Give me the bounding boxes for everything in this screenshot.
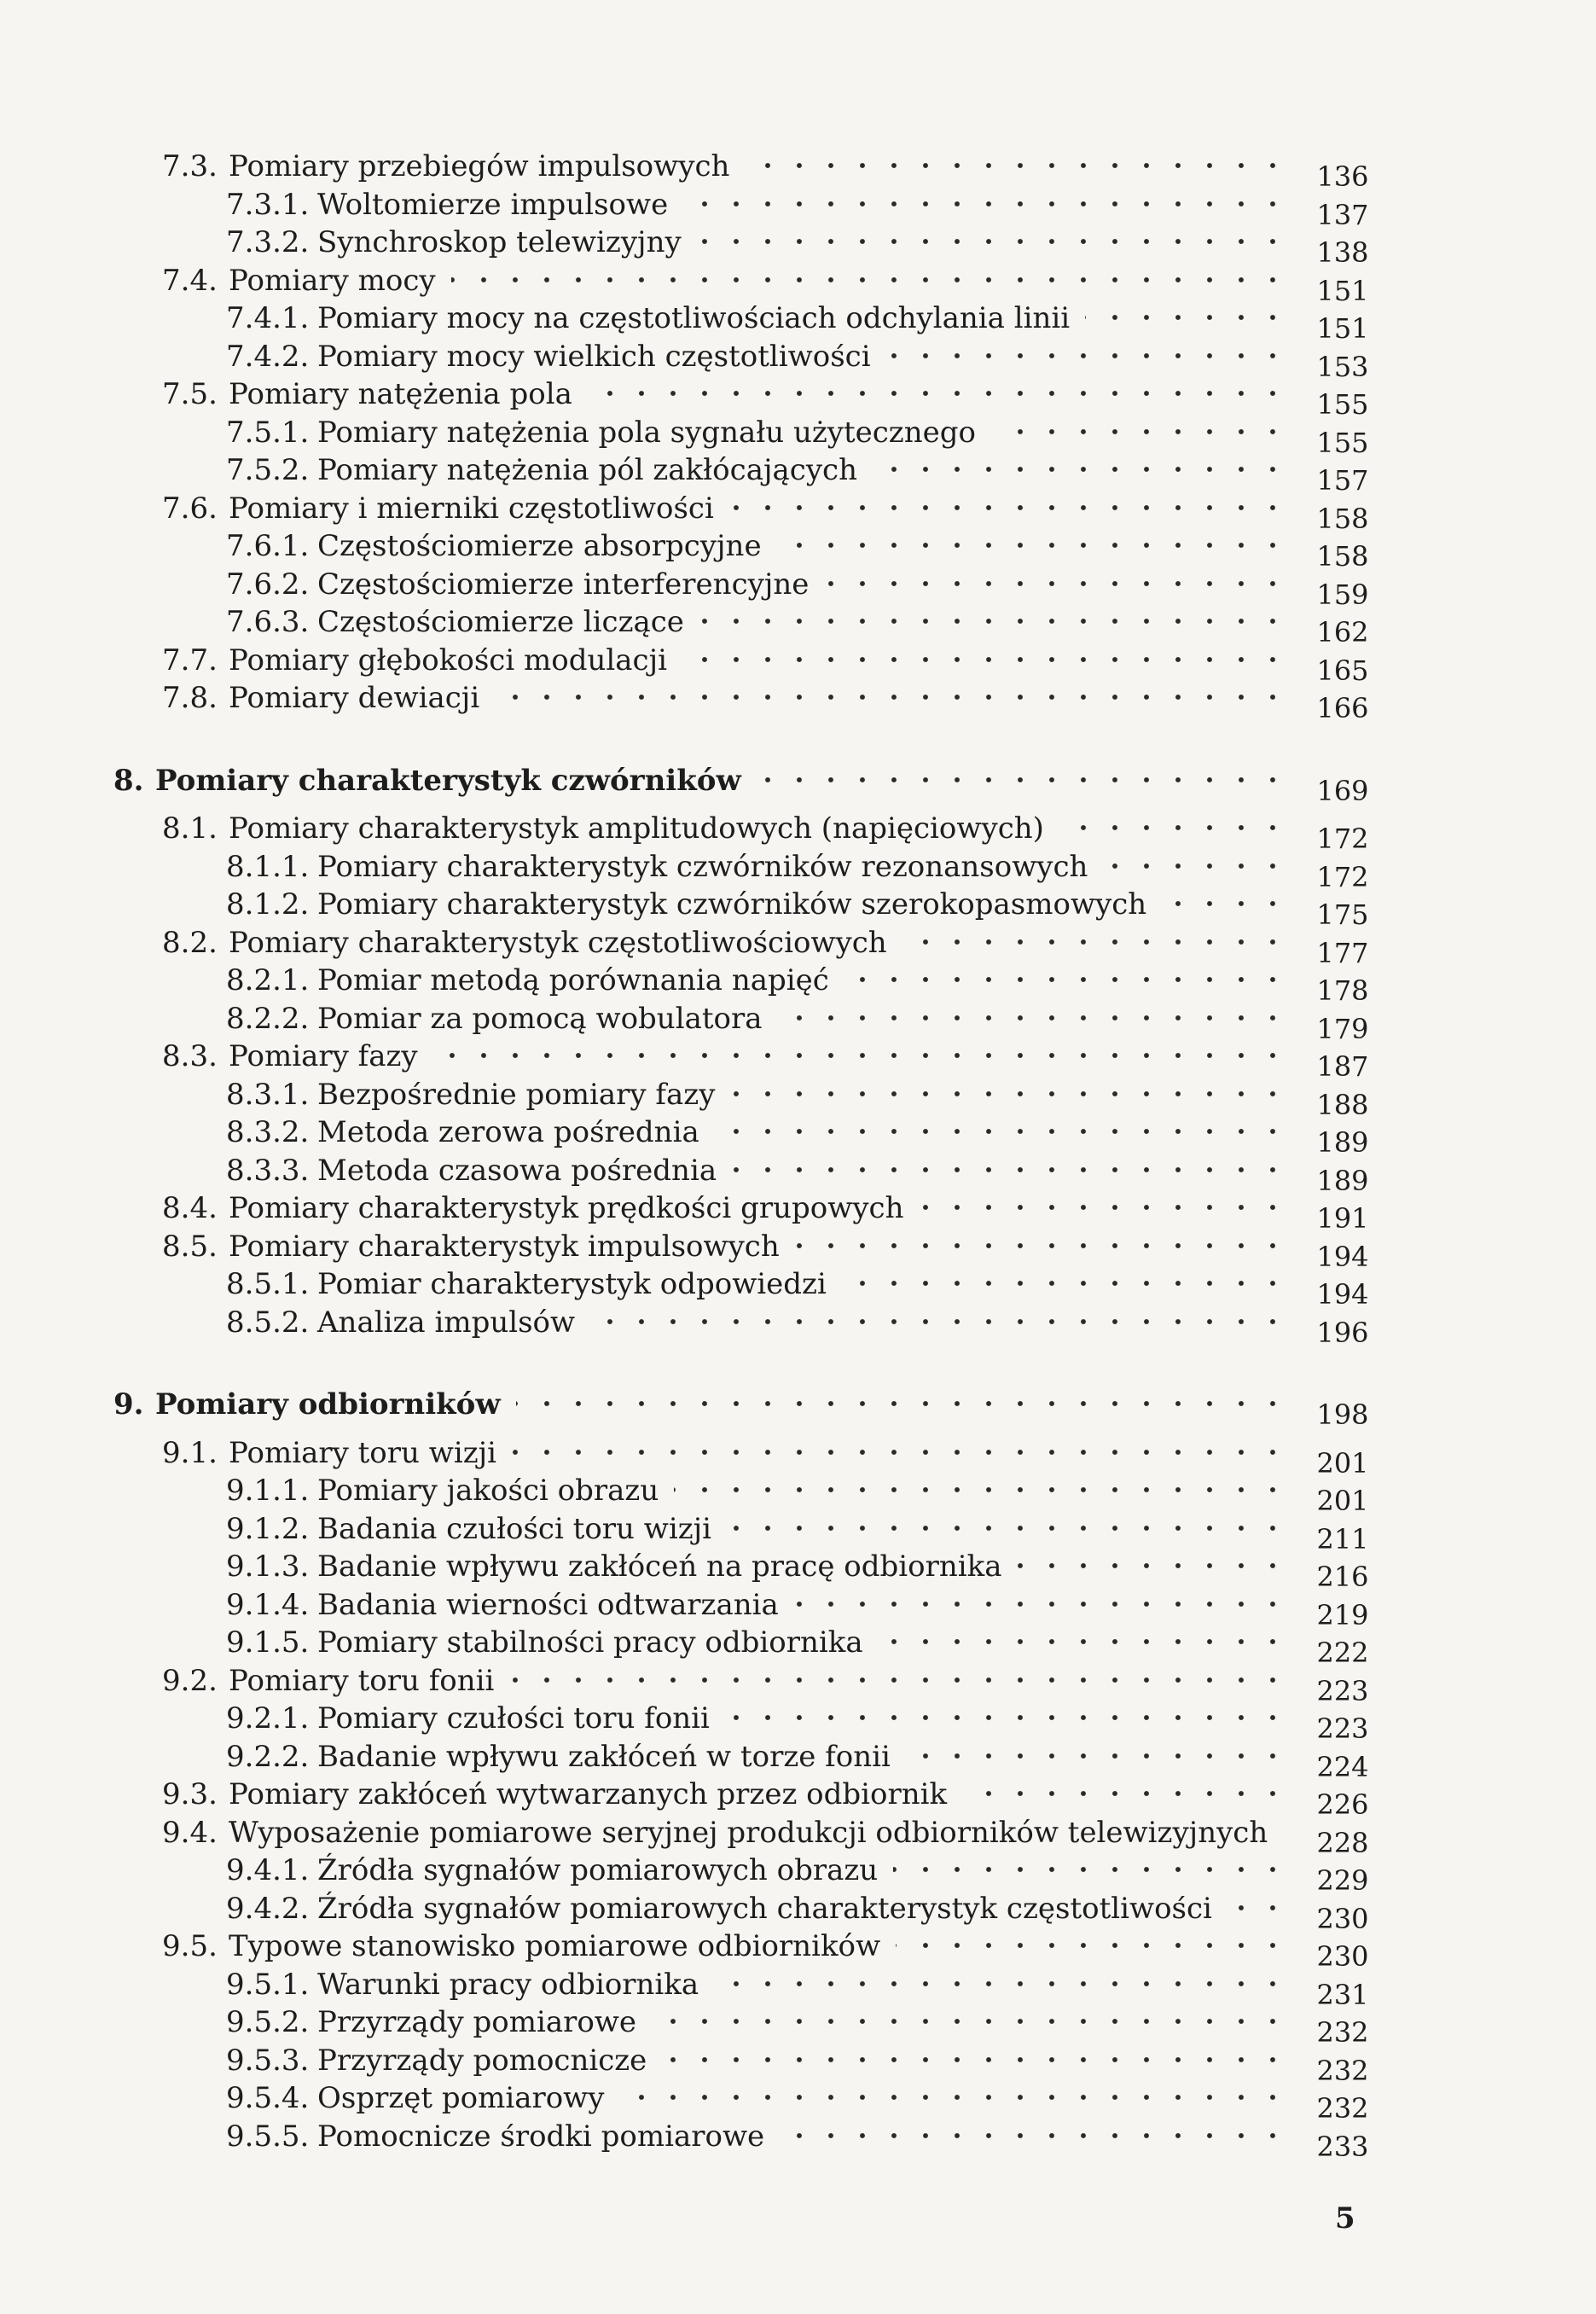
toc-entry-page: 223 xyxy=(1316,1675,1369,1707)
toc-entry-page: 228 xyxy=(1316,1827,1369,1859)
toc-leader-dots xyxy=(512,1449,1301,1456)
toc-entry-number: 8.2.1. xyxy=(226,963,310,997)
toc-entry-number: 8.3.3. xyxy=(226,1154,310,1188)
toc-entry-title: Pomiary głębokości modulacji xyxy=(229,643,667,677)
toc-entry-title: Przyrządy pomiarowe xyxy=(317,2005,637,2039)
toc-leader-dots xyxy=(1059,824,1301,831)
toc-entry-number: 8. xyxy=(113,764,144,798)
toc-entry-number: 9.5. xyxy=(162,1929,218,1963)
toc-entry-title: Źródła sygnałów pomiarowych obrazu xyxy=(317,1853,879,1887)
toc-entry-page: 166 xyxy=(1316,692,1369,724)
toc-entry-number: 9.1.1. xyxy=(226,1474,310,1508)
toc-entry-number: 8.3. xyxy=(162,1039,218,1073)
toc-entry-number: 9.5.5. xyxy=(226,2119,310,2154)
toc-entry-title: Badanie wpływu zakłóceń w torze fonii xyxy=(317,1740,891,1774)
toc-entry-page: 157 xyxy=(1316,464,1369,497)
toc-entry-title: Pomiary jakości obrazu xyxy=(317,1474,659,1508)
toc-entry-number: 7.5.2. xyxy=(226,453,310,487)
toc-entry xyxy=(0,413,1596,459)
toc-entry-title: Pomiary stabilności pracy odbiornika xyxy=(317,1625,863,1660)
toc-leader-dots xyxy=(757,776,1301,783)
toc-leader-dots xyxy=(683,201,1301,207)
toc-entry-page: 219 xyxy=(1316,1599,1369,1631)
toc-entry-title: Pomiar metodą porównania napięć xyxy=(317,963,829,997)
toc-leader-dots xyxy=(699,618,1301,625)
toc-entry xyxy=(0,602,1596,648)
toc-entry-number: 8.1.1. xyxy=(226,850,310,884)
toc-entry-page: 194 xyxy=(1316,1278,1369,1311)
toc-leader-dots xyxy=(886,352,1301,359)
toc-entry-number: 7.6.3. xyxy=(226,605,310,639)
toc-leader-dots xyxy=(906,1753,1301,1759)
toc-leader-dots xyxy=(844,976,1301,983)
toc-entry-page: 188 xyxy=(1316,1089,1369,1121)
toc-entry xyxy=(0,1433,1596,1480)
toc-entry-title: Pomiary toru fonii xyxy=(229,1664,495,1698)
toc-entry-page: 151 xyxy=(1316,275,1369,307)
toc-leader-dots xyxy=(509,1677,1301,1683)
toc-entry-page: 177 xyxy=(1316,937,1369,969)
toc-entry-page: 155 xyxy=(1316,427,1369,459)
toc-leader-dots xyxy=(896,1942,1301,1949)
toc-entry-title: Wyposażenie pomiarowe seryjnej produkcji odbiorników telewizyjnych xyxy=(229,1816,1268,1850)
toc-entry-page: 175 xyxy=(1316,898,1369,931)
toc-entry-title: Bezpośrednie pomiary fazy xyxy=(317,1078,716,1112)
toc-leader-dots xyxy=(516,1400,1301,1407)
toc-entry xyxy=(0,1189,1596,1235)
toc-entry xyxy=(0,678,1596,724)
toc-entry xyxy=(0,2117,1596,2163)
toc-entry xyxy=(0,1113,1596,1159)
toc-leader-dots xyxy=(730,1090,1301,1097)
toc-entry xyxy=(0,223,1596,269)
toc-entry-number: 9.4.2. xyxy=(226,1892,310,1926)
toc-leader-dots xyxy=(727,1525,1301,1532)
toc-entry xyxy=(0,375,1596,421)
toc-entry-page: 187 xyxy=(1316,1050,1369,1083)
toc-entry-page: 233 xyxy=(1316,2131,1369,2163)
toc-entry-page: 153 xyxy=(1316,351,1369,383)
toc-entry-number: 9.1.5. xyxy=(226,1625,310,1660)
toc-entry-number: 7.3.2. xyxy=(226,225,310,259)
toc-entry-title: Badania wierności odtwarzania xyxy=(317,1588,779,1622)
toc-entry-number: 8.3.1. xyxy=(226,1078,310,1112)
toc-entry-page: 198 xyxy=(1316,1398,1369,1431)
toc-entry-title: Częstościomierze absorpcyjne xyxy=(317,529,762,563)
toc-entry xyxy=(0,761,1596,807)
toc-entry-number: 9. xyxy=(113,1387,144,1422)
toc-entry-number: 7.4. xyxy=(162,264,218,298)
toc-entry-number: 9.5.4. xyxy=(226,2081,310,2115)
toc-leader-dots xyxy=(674,1486,1301,1493)
toc-entry xyxy=(0,337,1596,383)
toc-entry-title: Pomiar za pomocą wobulatora xyxy=(317,1002,763,1036)
toc-entry xyxy=(0,1385,1596,1431)
toc-entry xyxy=(0,489,1596,535)
toc-entry-number: 9.2. xyxy=(162,1664,218,1698)
toc-entry-number: 7.4.1. xyxy=(226,301,310,335)
toc-entry-page: 230 xyxy=(1316,1903,1369,1935)
toc-entry-number: 8.1.2. xyxy=(226,887,310,922)
toc-entry-page: 232 xyxy=(1316,2055,1369,2087)
toc-entry-page: 226 xyxy=(1316,1788,1369,1821)
toc-entry-page: 201 xyxy=(1316,1485,1369,1517)
toc-entry xyxy=(0,1775,1596,1821)
toc-entry xyxy=(0,1075,1596,1121)
toc-entry-number: 9.5.1. xyxy=(226,1968,310,2002)
toc-entry-page: 231 xyxy=(1316,1979,1369,2011)
toc-entry-page: 155 xyxy=(1316,388,1369,421)
toc-entry xyxy=(0,451,1596,497)
toc-leader-dots xyxy=(590,1318,1301,1325)
toc-entry-title: Badania czułości toru wizji xyxy=(317,1512,712,1546)
toc-leader-dots xyxy=(780,2132,1301,2139)
toc-entry-title: Badanie wpływu zakłóceń na pracę odbiornika xyxy=(317,1549,1002,1584)
toc-entry-title: Pomiary charakterystyk częstotliwościowych xyxy=(229,926,887,960)
toc-leader-dots xyxy=(794,1601,1301,1608)
toc-entry xyxy=(0,147,1596,193)
toc-entry-number: 7.6.1. xyxy=(226,529,310,563)
toc-entry-number: 8.5. xyxy=(162,1230,218,1264)
toc-entry-number: 9.4. xyxy=(162,1816,218,1850)
toc-entry-title: Pomiary charakterystyk prędkości grupowych xyxy=(229,1191,904,1225)
toc-leader-dots xyxy=(495,694,1301,701)
toc-leader-dots xyxy=(1018,1562,1301,1569)
toc-entry xyxy=(0,885,1596,931)
toc-leader-dots xyxy=(620,2094,1301,2101)
toc-entry-title: Osprzęt pomiarowy xyxy=(317,2081,605,2115)
toc-leader-dots xyxy=(729,504,1301,511)
toc-entry-number: 8.5.1. xyxy=(226,1267,310,1301)
toc-entry-page: 159 xyxy=(1316,578,1369,611)
toc-entry xyxy=(0,2041,1596,2087)
toc-entry-page: 189 xyxy=(1316,1165,1369,1197)
toc-leader-dots xyxy=(652,2018,1301,2025)
toc-entry-title: Analiza impulsów xyxy=(317,1305,576,1340)
toc-entry-title: Pomiary natężenia pola sygnału użytecznego xyxy=(317,416,976,450)
toc-entry xyxy=(0,526,1596,573)
toc-entry-page: 189 xyxy=(1316,1126,1369,1159)
toc-entry-title: Pomiary mocy xyxy=(229,264,436,298)
toc-leader-dots xyxy=(433,1052,1301,1059)
toc-entry-title: Pomiary charakterystyk amplitudowych (napięciowych) xyxy=(229,811,1044,846)
toc-entry-page: 196 xyxy=(1316,1317,1369,1349)
toc-entry xyxy=(0,2003,1596,2049)
toc-entry-title: Synchroskop telewizyjny xyxy=(317,225,682,259)
toc-entry-number: 9.4.1. xyxy=(226,1853,310,1887)
toc-entry xyxy=(0,1965,1596,2011)
toc-entry xyxy=(0,2079,1596,2125)
toc-entry-number: 7.8. xyxy=(162,681,218,715)
toc-entry-title: Pomiary fazy xyxy=(229,1039,418,1073)
toc-entry-title: Pomiary mocy wielkich częstotliwości xyxy=(317,340,871,374)
toc-entry xyxy=(0,999,1596,1045)
toc-entry xyxy=(0,1227,1596,1273)
toc-entry xyxy=(0,1927,1596,1973)
toc-leader-dots xyxy=(682,656,1301,663)
toc-entry-number: 7.6. xyxy=(162,491,218,526)
toc-entry-number: 7.3. xyxy=(162,149,218,183)
toc-entry-page: 216 xyxy=(1316,1561,1369,1593)
toc-entry-number: 9.2.1. xyxy=(226,1701,310,1736)
toc-entry-title: Częstościomierze interferencyjne xyxy=(317,567,810,602)
toc-entry-title: Pomiary toru wizji xyxy=(229,1436,497,1470)
toc-entry-title: Pomocnicze środki pomiarowe xyxy=(317,2119,765,2154)
toc-leader-dots xyxy=(795,1242,1301,1249)
toc-entry-number: 7.4.2. xyxy=(226,340,310,374)
toc-entry-page: 178 xyxy=(1316,974,1369,1007)
toc-entry-title: Metoda zerowa pośrednia xyxy=(317,1115,699,1149)
toc-entry xyxy=(0,1471,1596,1517)
toc-entry-number: 8.2. xyxy=(162,926,218,960)
toc-entry-page: 172 xyxy=(1316,861,1369,893)
toc-entry xyxy=(0,1303,1596,1349)
toc-leader-dots xyxy=(824,580,1301,587)
toc-entry-page: 222 xyxy=(1316,1637,1369,1669)
toc-entry xyxy=(0,923,1596,969)
toc-entry xyxy=(0,1737,1596,1783)
toc-entry-title: Woltomierze impulsowe xyxy=(317,188,669,222)
toc-entry xyxy=(0,565,1596,611)
toc-entry xyxy=(0,1265,1596,1311)
toc-leader-dots xyxy=(732,1166,1301,1173)
toc-entry xyxy=(0,809,1596,855)
toc-leader-dots xyxy=(1162,900,1301,907)
toc-entry-number: 8.4. xyxy=(162,1191,218,1225)
toc-entry-title: Pomiary odbiorników xyxy=(155,1387,501,1422)
toc-leader-dots xyxy=(842,1280,1301,1287)
toc-entry xyxy=(0,641,1596,687)
toc-entry xyxy=(0,1547,1596,1593)
toc-entry-title: Pomiary dewiacji xyxy=(229,681,480,715)
toc-entry-number: 7.5. xyxy=(162,377,218,411)
toc-entry-number: 9.5.3. xyxy=(226,2044,310,2078)
toc-entry xyxy=(0,1623,1596,1669)
toc-entry-page: 158 xyxy=(1316,540,1369,573)
toc-leader-dots xyxy=(697,238,1301,245)
toc-entry-title: Pomiary mocy na częstotliwościach odchylania linii xyxy=(317,301,1071,335)
toc-leader-dots xyxy=(902,939,1301,945)
toc-entry-title: Pomiary przebiegów impulsowych xyxy=(229,149,730,183)
toc-entry xyxy=(0,1509,1596,1555)
toc-leader-dots xyxy=(725,1714,1301,1721)
toc-entry-title: Częstościomierze liczące xyxy=(317,605,684,639)
toc-entry-page: 137 xyxy=(1316,199,1369,231)
toc-leader-dots xyxy=(662,2056,1301,2063)
toc-entry-title: Pomiary zakłóceń wytwarzanych przez odbiornik xyxy=(229,1777,948,1811)
toc-leader-dots xyxy=(777,542,1301,549)
toc-entry-page: 211 xyxy=(1316,1523,1369,1555)
toc-entry-page: 179 xyxy=(1316,1013,1369,1045)
toc-leader-dots xyxy=(1283,1829,1301,1835)
toc-entry-number: 9.1.4. xyxy=(226,1588,310,1622)
toc-entry xyxy=(0,1851,1596,1897)
toc-entry-number: 8.3.2. xyxy=(226,1115,310,1149)
toc-entry xyxy=(0,261,1596,307)
toc-entry xyxy=(0,961,1596,1007)
toc-entry-page: 151 xyxy=(1316,312,1369,345)
toc-entry xyxy=(0,1661,1596,1707)
toc-entry-number: 9.1.3. xyxy=(226,1549,310,1584)
toc-entry-number: 7.6.2. xyxy=(226,567,310,602)
toc-entry-page: 223 xyxy=(1316,1712,1369,1745)
toc-entry-number: 7.3.1. xyxy=(226,188,310,222)
toc-entry xyxy=(0,1037,1596,1083)
toc-leader-dots xyxy=(778,1015,1301,1021)
toc-leader-dots xyxy=(991,428,1301,435)
toc-leader-dots xyxy=(588,390,1301,397)
toc-entry-number: 9.3. xyxy=(162,1777,218,1811)
toc-entry-page: 224 xyxy=(1316,1751,1369,1783)
toc-entry-number: 8.2.2. xyxy=(226,1002,310,1036)
toc-entry-page: 165 xyxy=(1316,654,1369,687)
toc-entry xyxy=(0,1699,1596,1745)
toc-entry-title: Przyrządy pomocnicze xyxy=(317,2044,647,2078)
toc-leader-dots xyxy=(745,162,1301,169)
toc-entry-page: 158 xyxy=(1316,503,1369,535)
toc-entry-page: 136 xyxy=(1316,160,1369,193)
toc-leader-dots xyxy=(1227,1904,1301,1911)
page-number: 5 xyxy=(1335,2201,1355,2236)
toc-leader-dots xyxy=(1103,863,1301,869)
toc-entry xyxy=(0,847,1596,893)
toc-entry-number: 8.5.2. xyxy=(226,1305,310,1340)
toc-entry-title: Pomiary charakterystyk czwórników rezonansowych xyxy=(317,850,1088,884)
toc-entry-title: Pomiar charakterystyk odpowiedzi xyxy=(317,1267,827,1301)
toc-entry-title: Pomiary czułości toru fonii xyxy=(317,1701,710,1736)
toc-entry-title: Pomiary i mierniki częstotliwości xyxy=(229,491,714,526)
toc-leader-dots xyxy=(714,1980,1301,1987)
toc-entry-page: 230 xyxy=(1316,1940,1369,1973)
toc-entry xyxy=(0,299,1596,345)
toc-entry-page: 232 xyxy=(1316,2016,1369,2049)
toc-entry-title: Metoda czasowa pośrednia xyxy=(317,1154,717,1188)
toc-entry xyxy=(0,1813,1596,1859)
toc-entry-number: 9.2.2. xyxy=(226,1740,310,1774)
toc-entry xyxy=(0,1585,1596,1631)
toc-leader-dots xyxy=(451,276,1301,283)
toc-entry-title: Pomiary natężenia pola xyxy=(229,377,572,411)
toc-entry-number: 7.5.1. xyxy=(226,416,310,450)
toc-leader-dots xyxy=(962,1790,1301,1797)
toc-entry-number: 7.7. xyxy=(162,643,218,677)
toc-entry-page: 201 xyxy=(1316,1447,1369,1480)
toc-entry-page: 229 xyxy=(1316,1864,1369,1897)
toc-entry-title: Źródła sygnałów pomiarowych charakterystyk częstotliwości xyxy=(317,1892,1212,1926)
toc-entry-page: 172 xyxy=(1316,823,1369,855)
toc-leader-dots xyxy=(715,1128,1301,1135)
toc-entry-number: 9.1. xyxy=(162,1436,218,1470)
toc-entry-page: 162 xyxy=(1316,616,1369,648)
toc-entry-page: 232 xyxy=(1316,2092,1369,2125)
toc-entry xyxy=(0,1151,1596,1197)
toc-entry-title: Pomiary natężenia pól zakłócających xyxy=(317,453,857,487)
toc-entry-title: Pomiary charakterystyk czwórników xyxy=(155,764,741,798)
toc-entry-page: 169 xyxy=(1316,775,1369,807)
toc-entry-page: 138 xyxy=(1316,236,1369,269)
toc-entry xyxy=(0,1889,1596,1935)
toc-entry-number: 9.5.2. xyxy=(226,2005,310,2039)
toc-leader-dots xyxy=(919,1204,1301,1211)
toc-entry-title: Pomiary charakterystyk impulsowych xyxy=(229,1230,780,1264)
toc-entry xyxy=(0,185,1596,231)
toc-leader-dots xyxy=(873,466,1301,473)
toc-entry-title: Typowe stanowisko pomiarowe odbiorników xyxy=(229,1929,881,1963)
toc-entry-page: 194 xyxy=(1316,1241,1369,1273)
toc-leader-dots xyxy=(1085,314,1301,321)
toc-leader-dots xyxy=(879,1638,1301,1645)
toc-entry-page: 191 xyxy=(1316,1202,1369,1235)
toc-entry-number: 9.1.2. xyxy=(226,1512,310,1546)
toc-entry-title: Warunki pracy odbiornika xyxy=(317,1968,699,2002)
toc-entry-title: Pomiary charakterystyk czwórników szerokopasmowych xyxy=(317,887,1147,922)
toc-entry-number: 8.1. xyxy=(162,811,218,846)
toc-leader-dots xyxy=(893,1866,1301,1873)
